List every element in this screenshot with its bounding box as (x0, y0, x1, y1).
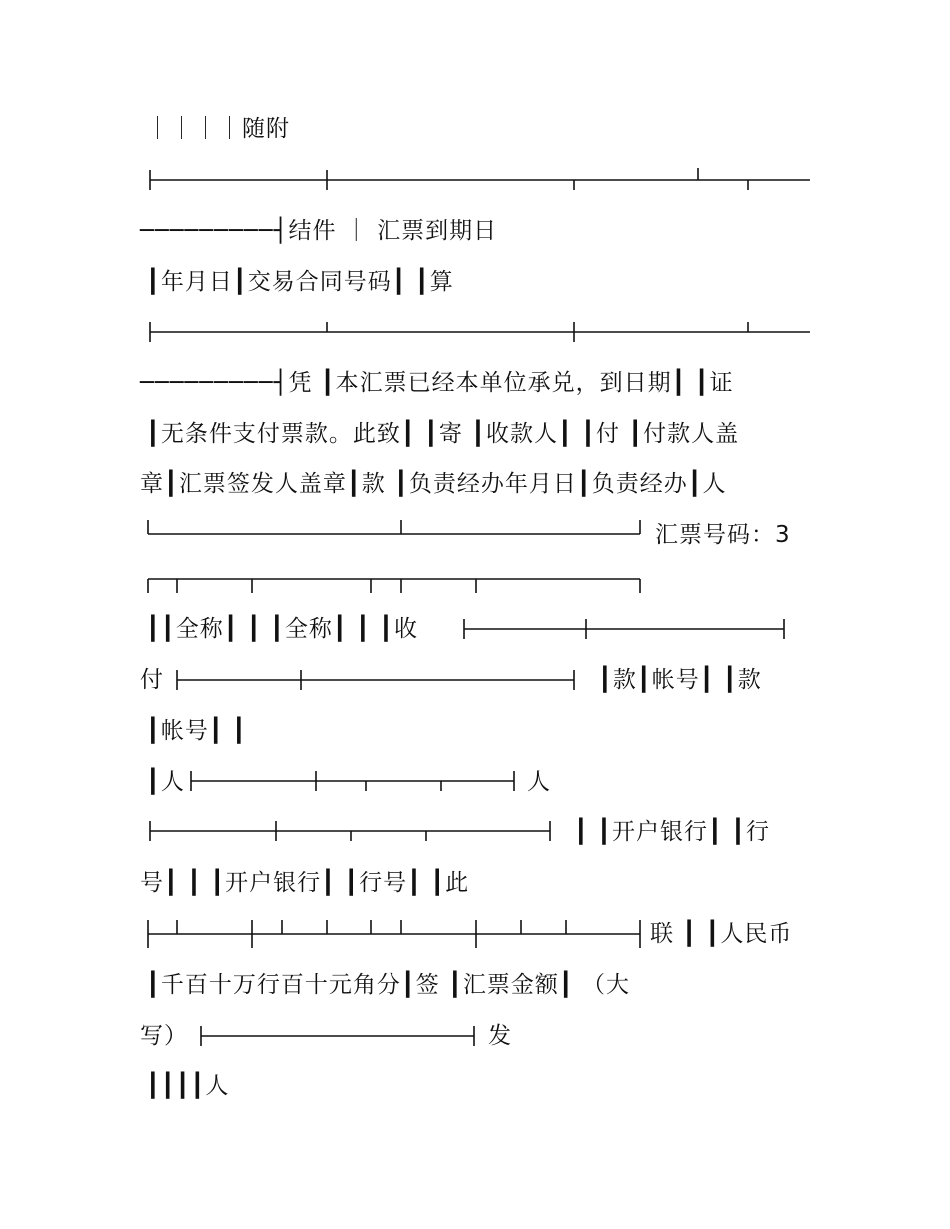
text-line-6: 章┃汇票签发人盖章┃款 ┃负责经办年月日┃负责经办┃人 (140, 471, 727, 497)
rule-row-3 (148, 520, 640, 534)
text-line-7: 汇票号码：3 (655, 522, 791, 548)
text-line-17: ┃千百十万行百十元角分┃签 ┃汇票金额┃ （大 (146, 972, 631, 998)
text-line-13: 人 (527, 769, 551, 795)
rule-row-5 (464, 619, 784, 639)
text-line-3: ┃年月日┃交易合同号码┃ ┃算 (146, 269, 454, 295)
rule-row-2 (150, 322, 810, 342)
text-line-19: 发 (488, 1023, 512, 1049)
text-line-1: ｜｜｜｜随附 (146, 116, 290, 142)
text-line-11: ┃帐号┃ ┃ (146, 718, 247, 744)
text-line-2: ─────────┤结件 ｜ 汇票到期日 (140, 218, 498, 244)
rule-row-6 (177, 670, 574, 690)
rule-row-7 (191, 771, 514, 791)
text-line-9: 付 (140, 667, 164, 693)
text-line-5: ┃无条件支付票款。此致┃ ┃寄 ┃收款人┃ ┃付 ┃付款人盖 (146, 421, 740, 447)
rule-row-1 (150, 168, 810, 190)
rule-row-8 (150, 821, 550, 841)
rule-row-9 (148, 920, 640, 948)
text-line-18: 写） (140, 1023, 188, 1049)
rule-row-4 (148, 579, 640, 593)
text-line-8: ┃┃全称┃ ┃ ┃全称┃ ┃ ┃收 (146, 616, 419, 642)
text-line-12: ┃人 (146, 769, 185, 795)
text-line-4: ─────────┤凭 ┃本汇票已经本单位承兑，到日期┃ ┃证 (140, 370, 734, 396)
rule-row-10 (201, 1026, 474, 1046)
text-line-14: ┃ ┃开户银行┃ ┃行 (574, 819, 771, 845)
text-line-16: 联 ┃ ┃人民币 (650, 921, 793, 947)
text-line-20: ┃┃┃┃人 (146, 1073, 230, 1099)
text-line-10: ┃款┃帐号┃ ┃款 (598, 667, 762, 693)
text-line-15: 号┃ ┃ ┃开户银行┃ ┃行号┃ ┃此 (140, 870, 470, 896)
